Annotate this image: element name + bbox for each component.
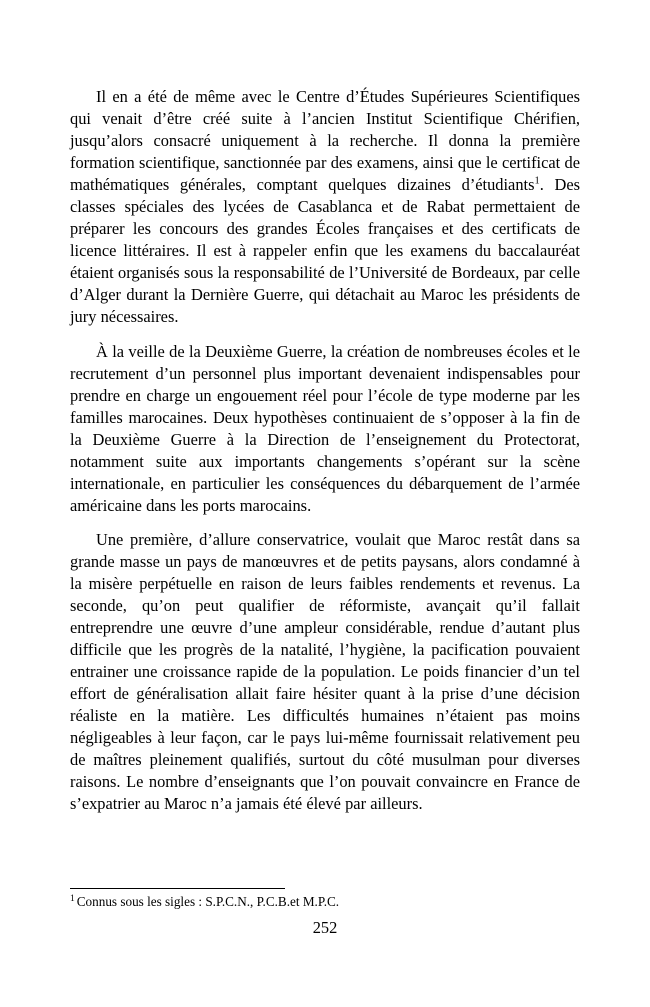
paragraph-1-text-after-note: . Des classes spéciales des lycées de Casablanca et de Rabat permettaient de préparer les concours des grandes Écoles françaises et des certificats de licence littéraires. Il est à rappeler enfin que les examens du baccalauréat étaient organisés sous la responsabilité de l’Université de Bordeaux, par celle d’Alger durant la Dernière Guerre, qui détachait au Maroc les présidents de jury nécessaires. — [70, 175, 580, 327]
paragraph-1-text-before-note: Il en a été de même avec le Centre d’Études Supérieures Scientifiques qui venait d’être créé suite à l’ancien Institut Scientifique Chérifien, jusqu’alors consacré uniquement à la recherche. Il donna la première formation scientifique, sanctionnée par des examens, ainsi que le certificat de mathématiques générales, comptant quelques dizaines d’étudiants — [70, 87, 580, 195]
footnote-1-text: Connus sous les sigles : S.P.C.N., P.C.B.et M.P.C. — [76, 894, 340, 909]
footnote-reference-1[interactable]: 1 — [534, 175, 540, 187]
paragraph-1 — [70, 86, 580, 329]
paragraph-3: Une première, d’allure conservatrice, voulait que Maroc restât dans sa grande masse un pays de manœuvres et de petits paysans, alors condamné à la misère perpétuelle en raison de leurs faibles rendements et revenus. La seconde, qu’on peut qualifier de réformiste, avançait qu’il fallait entreprendre une œuvre d’une ampleur considérable, rendue d’autant plus difficile que les progrès de la natalité, l’hygiène, la pacification pouvaient entrainer une croissance rapide de la population. Le poids financier d’un tel effort de généralisation allait faire hésiter quant à la prise d’une décision réaliste en la matière. Les difficultés humaines n’étaient pas moins négligeables à leur façon, car le pays lui-même fournissait relativement peu de maîtres pleinement qualifiés, surtout du côté musulman pour diverses raisons. Le nombre d’enseignants que l’on pouvait convaincre en France de s’expatrier au Maroc n’a jamais été élevé par ailleurs. — [70, 529, 580, 814]
page-number: 252 — [312, 918, 338, 937]
footnote-separator-rule — [70, 888, 285, 889]
footnote-1-marker: 1 — [70, 893, 75, 904]
body-text-block — [70, 86, 580, 816]
paragraph-2: À la veille de la Deuxième Guerre, la création de nombreuses écoles et le recrutement d’un personnel plus important devenaient indispensables pour prendre en charge un engouement réel pour l’école de type moderne par les familles marocaines. Deux hypothèses continuaient de s’opposer à la fin de la Deuxième Guerre à la Direction de l’enseignement du Protectorat, notamment suite aux importants changements s’opérant sur la scène internationale, en particulier les conséquences du débarquement de l’armée américaine dans les ports marocains. — [70, 341, 580, 515]
footnote-1 — [70, 894, 580, 910]
footnote-area — [70, 888, 580, 910]
